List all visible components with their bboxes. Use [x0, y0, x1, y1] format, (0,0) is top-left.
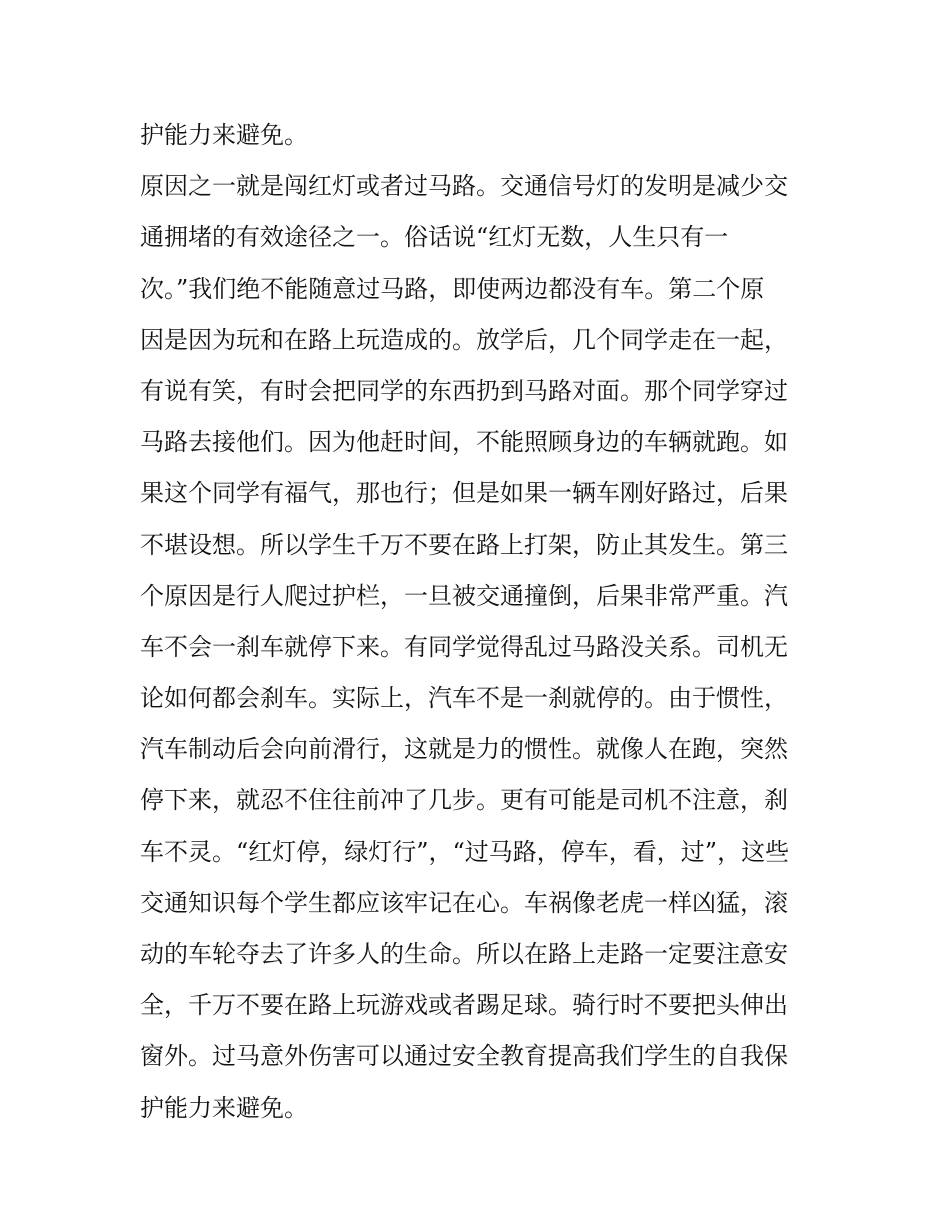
text-line: 因是因为玩和在路上玩造成的。放学后，几个同学走在一起，	[140, 325, 788, 354]
text-line: 车不会一刹车就停下来。有同学觉得乱过马路没关系。司机无	[140, 632, 788, 661]
text-line: 马路去接他们。因为他赶时间，不能照顾身边的车辆就跑。如	[140, 428, 788, 457]
text-line: 全，千万不要在路上玩游戏或者踢足球。骑行时不要把头伸出	[140, 991, 788, 1020]
text-line: 不堪设想。所以学生千万不要在路上打架，防止其发生。第三	[140, 530, 788, 559]
text-line: 护能力来避免。	[140, 1093, 308, 1122]
text-line: 交通知识每个学生都应该牢记在心。车祸像老虎一样凶猛，滚	[140, 888, 788, 917]
text-line: 车不灵。“红灯停，绿灯行”，“过马路，停车，看，过”，这些	[140, 837, 790, 866]
body-text	[140, 110, 820, 1134]
text-line: 停下来，就忍不住往前冲了几步。更有可能是司机不注意，刹	[140, 786, 788, 815]
text-line: 动的车轮夺去了许多人的生命。所以在路上走路一定要注意安	[140, 940, 788, 968]
text-line: 果这个同学有福气，那也行；但是如果一辆车刚好路过，后果	[140, 479, 788, 508]
text-line: 窗外。过马意外伤害可以通过安全教育提高我们学生的自我保	[140, 1042, 788, 1071]
text-line: 次。”我们绝不能随意过马路，即使两边都没有车。第二个原	[140, 274, 765, 303]
text-line: 论如何都会刹车。实际上，汽车不是一刹就停的。由于惯性，	[140, 684, 788, 713]
text-line: 有说有笑，有时会把同学的东西扔到马路对面。那个同学穿过	[140, 376, 788, 405]
text-line: 个原因是行人爬过护栏，一旦被交通撞倒，后果非常严重。汽	[140, 581, 788, 610]
text-line: 原因之一就是闯红灯或者过马路。交通信号灯的发明是减少交	[140, 172, 788, 201]
text-line: 通拥堵的有效途径之一。俗话说“红灯无数，人生只有一	[140, 223, 729, 252]
text-line: 汽车制动后会向前滑行，这就是力的惯性。就像人在跑，突然	[140, 735, 788, 764]
text-line: 护能力来避免。	[140, 121, 308, 149]
